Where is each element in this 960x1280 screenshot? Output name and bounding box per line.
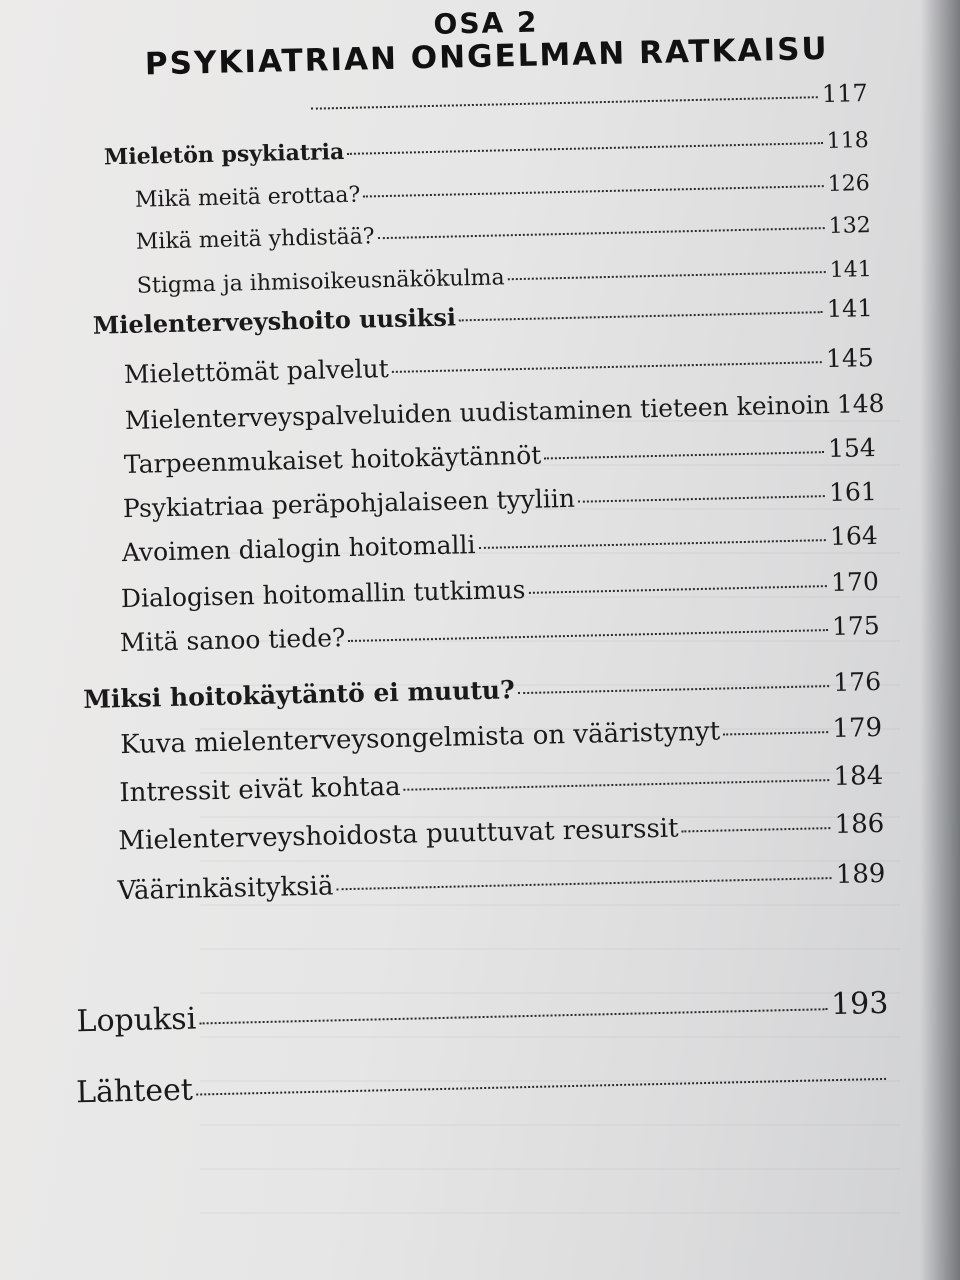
toc-entry [124,433,876,479]
toc-entry-label: Avoimen dialogin hoitomalli [121,530,476,568]
toc-entry-label: Kuva mielenterveysongelmista on vääristynyt [119,716,721,761]
toc-leader-dots [404,779,830,791]
toc-entry-label: Mielettömät palvelut [123,354,390,390]
toc-page-number: 193 [830,985,889,1023]
toc-leader-dots [311,96,818,110]
toc-page-number: 175 [831,610,881,642]
toc-leader-dots [544,451,824,459]
toc-entry-label: Tarpeenmukaiset hoitokäytännöt [123,440,542,480]
toc-entry-label: Mielenterveyshoito uusiksi [92,302,457,340]
toc-entry [308,79,868,120]
toc-entry [117,859,885,906]
toc-leader-dots [392,361,822,373]
toc-entry-label: Mieletön psykiatria [103,138,345,171]
toc-entry-label: Dialogisen hoitomallin tutkimus [120,574,526,614]
toc-page-number: 141 [826,294,873,324]
toc-leader-dots [348,629,828,642]
part-number: OSA 2 [433,5,539,41]
part-title: PSYKIATRIAN ONGELMAN RATKAISU [144,31,829,83]
toc-entry-label: Stigma ja ihmisoikeusnäkökulma [136,265,505,299]
toc-page-number: 126 [827,171,871,197]
toc-page-number: 154 [827,432,877,464]
toc-page-number: 164 [829,520,879,552]
toc-entry-label: Lähteet [75,1072,194,1111]
toc-page-number: 141 [829,257,872,283]
toc-leader-dots [528,585,827,594]
toc-page-number: 117 [821,79,869,109]
toc-leader-dots [518,685,830,694]
toc-entry-label: Väärinkäsityksiä [117,871,334,907]
toc-page-number: 186 [834,808,885,840]
toc-page-number: 148 [836,388,885,419]
toc-entry [122,521,878,567]
toc-leader-dots [199,1008,827,1024]
toc-entry-label: Mikä meitä erottaa? [134,182,361,213]
toc-entry [119,761,883,808]
toc-leader-dots [378,227,825,239]
toc-leader-dots [508,271,826,280]
toc-entry [121,567,879,613]
toc-page-number: 170 [830,566,880,598]
toc-leader-dots [363,185,824,197]
toc-entry [120,713,882,760]
toc-entry [120,611,880,657]
toc-leader-dots [336,877,831,890]
toc-page-number: 118 [826,128,870,155]
toc-entry [136,213,871,255]
toc-page-number: 176 [833,666,882,697]
page-edge-shadow [920,0,960,1280]
toc-page-number: 179 [832,712,883,745]
toc-page-number: 189 [835,858,886,890]
toc-entry-label: Mielenterveyshoidosta puuttuvat resurssit [118,813,679,857]
toc-leader-dots [723,731,828,735]
toc-entry-label: Mitä sanoo tiede? [119,623,346,658]
toc-leader-dots [459,311,823,321]
toc-entry-label: Intressit eivät kohtaa [119,771,401,809]
toc-entry [135,171,870,213]
toc-leader-dots [347,142,823,155]
part-header [136,0,837,83]
toc-entry-label: Mikä meitä yhdistää? [135,224,375,255]
toc-entry [137,257,872,299]
toc-entry-label: Psykiatriaa peräpohjalaiseen tyyliin [122,483,576,524]
toc-page-number: 184 [833,760,884,793]
toc-page-number: 132 [828,213,871,239]
toc-leader-dots [682,827,831,832]
toc-entry [76,986,889,1039]
toc-entry [104,127,869,170]
toc-entry-label: Miksi hoitokäytäntö ei muutu? [82,675,515,715]
toc-page-number: 145 [825,342,875,374]
toc-leader-dots [478,539,826,549]
toc-entry [124,343,874,389]
toc-entry [124,388,885,435]
toc-page-number: 161 [828,476,878,508]
toc-entry [83,667,881,714]
toc-entry-label: Lopuksi [76,1001,197,1040]
toc-entry-label: Mielenterveyspalveluiden uudistaminen tieteen keinoin [124,390,831,435]
toc-entry [123,477,877,523]
toc-entry [92,293,872,340]
toc-entry [118,809,884,856]
toc-leader-dots [196,1078,886,1096]
toc-entry [76,1057,891,1110]
toc-leader-dots [578,495,825,503]
